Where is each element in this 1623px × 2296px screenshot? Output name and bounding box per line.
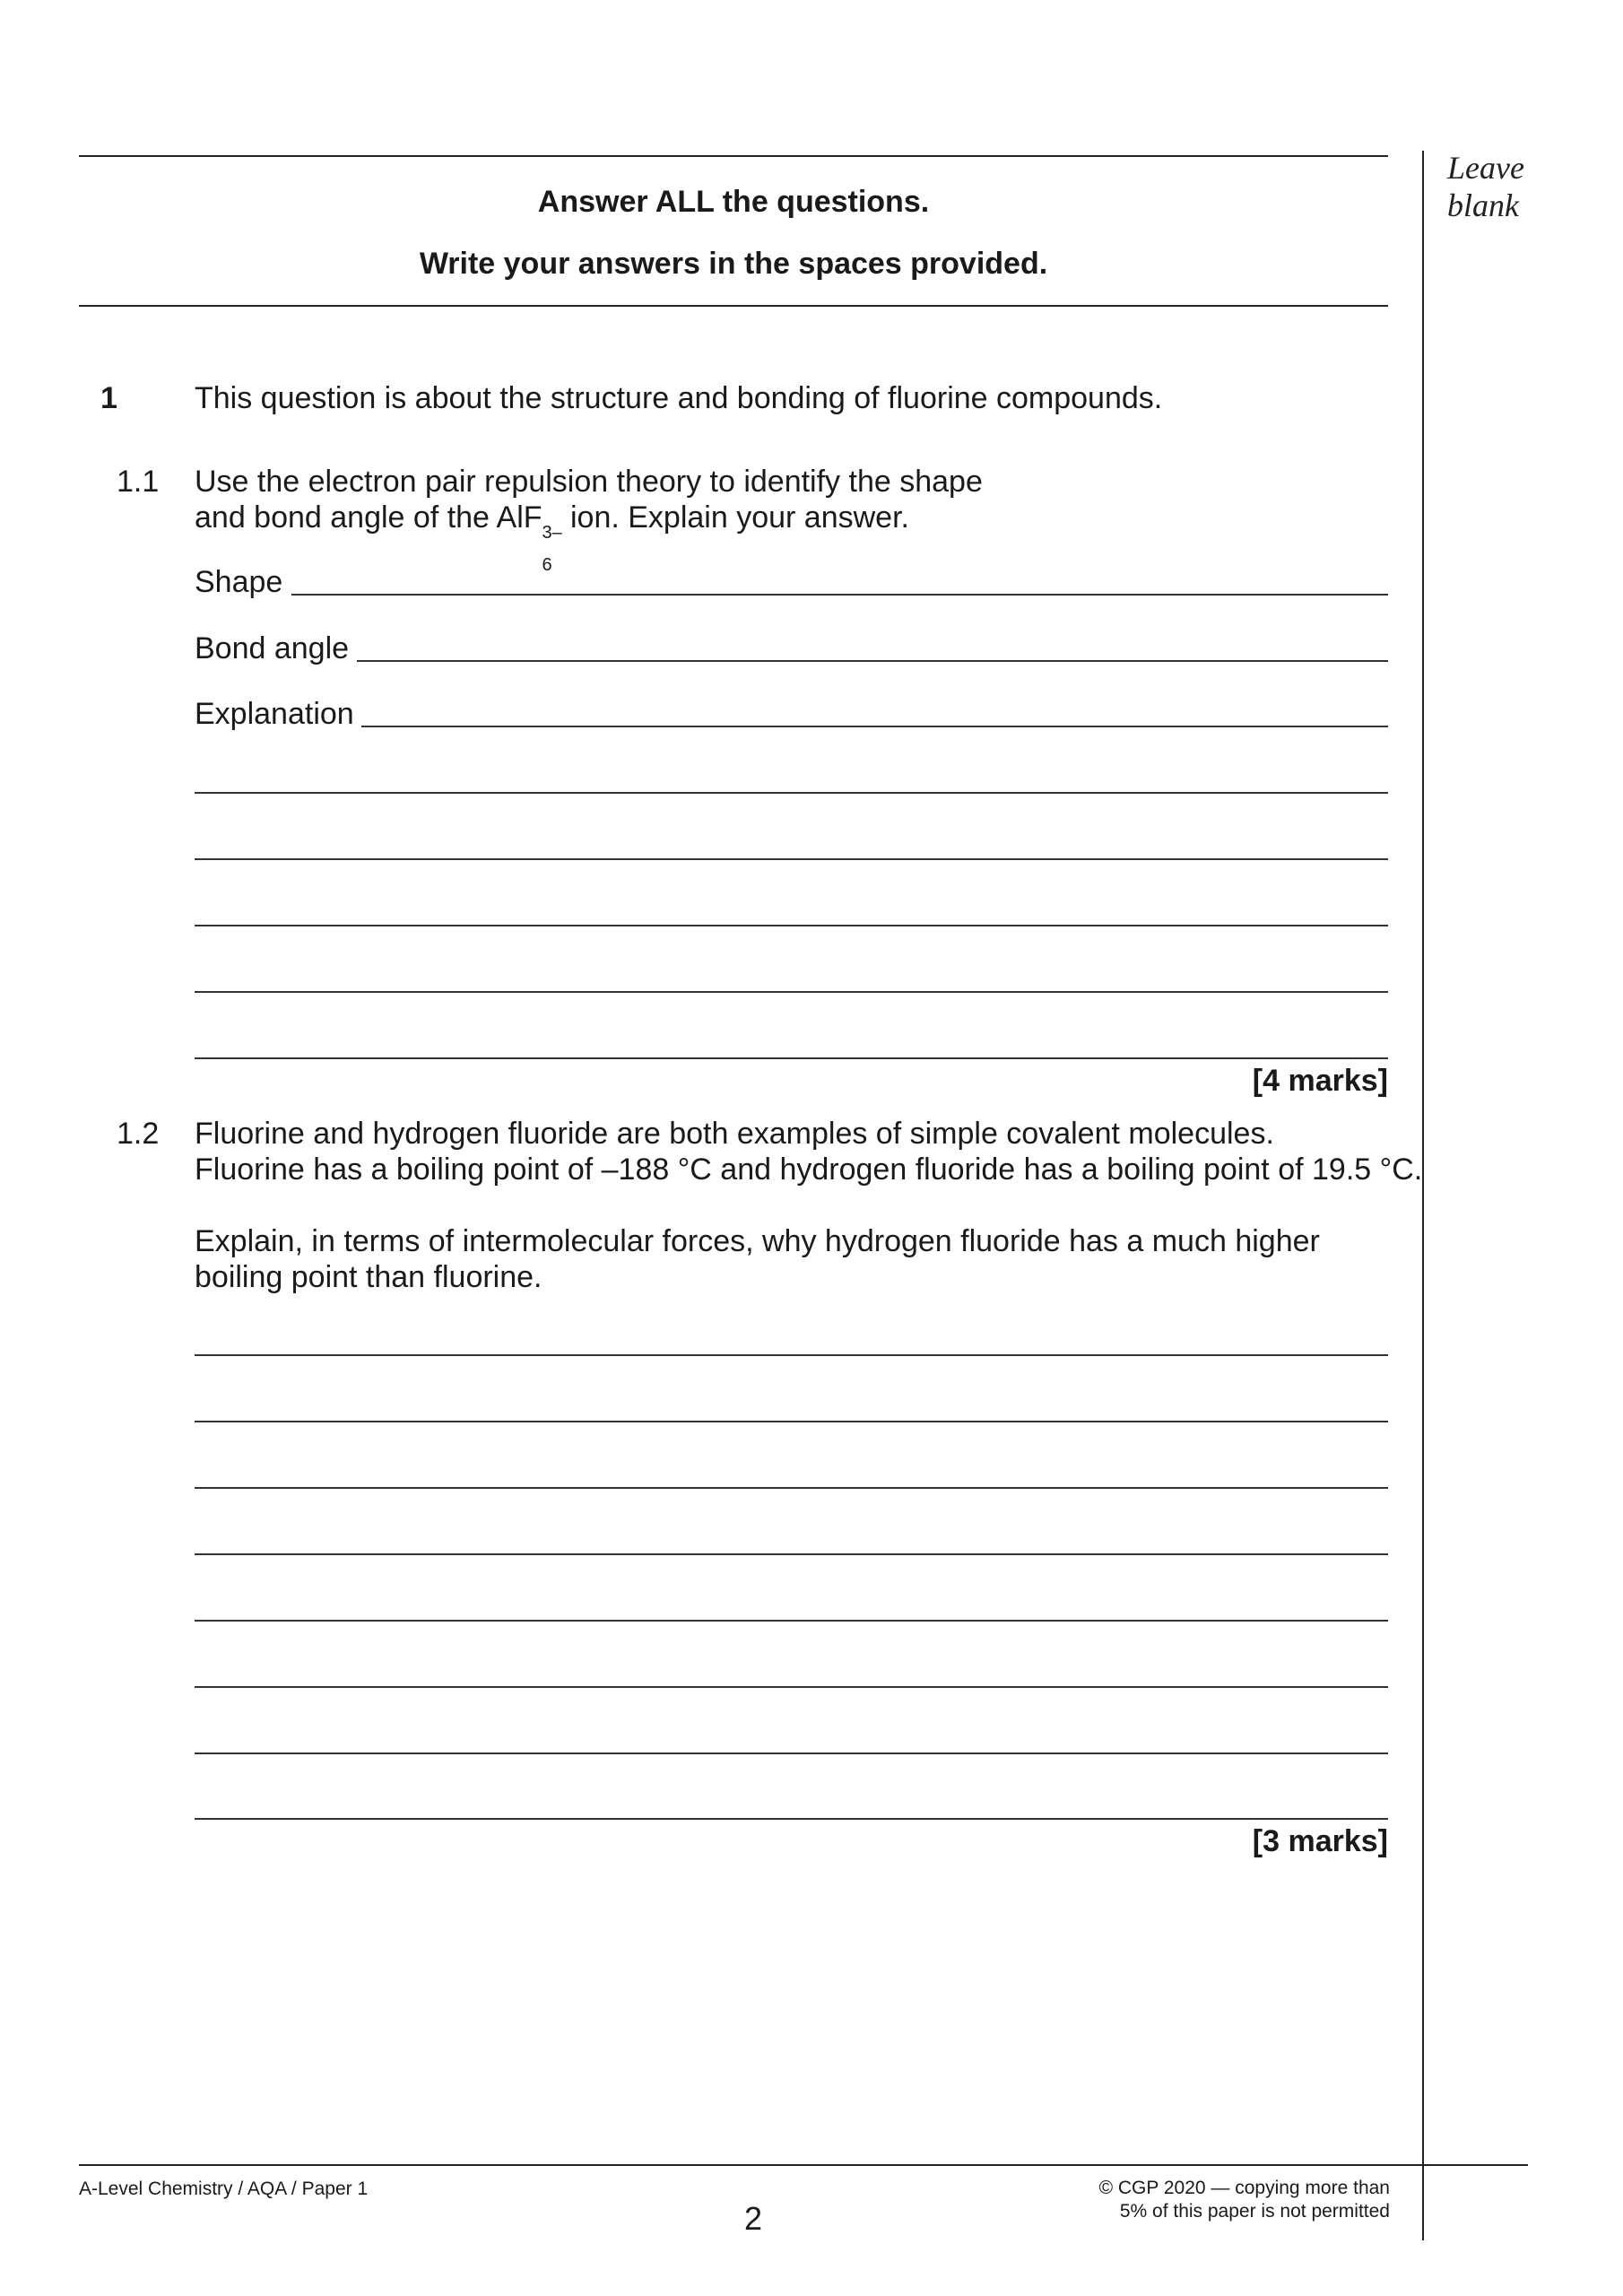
shape-label: Shape [195, 565, 283, 599]
answer-line[interactable] [195, 1686, 1388, 1688]
instruction-write-answers: Write your answers in the spaces provided. [419, 247, 1048, 281]
answer-line[interactable] [195, 1553, 1388, 1555]
instruction-answer-all: Answer ALL the questions. [537, 185, 930, 219]
explanation-answer-line[interactable] [361, 726, 1388, 727]
part-number-1-2: 1.2 [117, 1117, 160, 1151]
explanation-answer-line[interactable] [195, 792, 1388, 794]
instructions-bottom-rule [79, 305, 1388, 307]
leave-word: Leave [1447, 150, 1524, 186]
top-rule [79, 155, 1388, 157]
leave-blank-label [1447, 149, 1524, 224]
part-1-2-marks: [3 marks] [1252, 1824, 1388, 1858]
part-1-1-text-line2 [195, 500, 909, 575]
page-number: 2 [743, 2200, 763, 2237]
footer-rule [79, 2164, 1528, 2166]
part-1-2-text-line1: Fluorine and hydrogen fluoride are both examples of simple covalent molecules. [195, 1117, 1274, 1151]
explanation-answer-line[interactable] [195, 991, 1388, 993]
ion-subscript: 6 [542, 555, 552, 575]
answer-line[interactable] [195, 1487, 1388, 1489]
answer-line[interactable] [195, 1620, 1388, 1622]
shape-answer-line[interactable] [291, 594, 1388, 596]
question-number: 1 [100, 381, 117, 415]
part-1-2-text-line3: Explain, in terms of intermolecular forces, why hydrogen fluoride has a much higher [195, 1224, 1320, 1258]
line2-prefix: and bond angle of the AlF [195, 500, 542, 535]
part-1-2-text-line2: Fluorine has a boiling point of –188 °C and hydrogen fluoride has a boiling point of 19.5 °C. [195, 1152, 1423, 1187]
explanation-answer-line[interactable] [195, 925, 1388, 926]
explanation-label: Explanation [195, 697, 354, 731]
part-1-1-text-line1: Use the electron pair repulsion theory to identify the shape [195, 465, 983, 499]
question-stem: This question is about the structure and bonding of fluorine compounds. [195, 381, 1163, 415]
footer-course-label: A-Level Chemistry / AQA / Paper 1 [79, 2179, 369, 2199]
copyright-line1: © CGP 2020 — copying more than [1098, 2178, 1390, 2198]
line2-suffix: ion. Explain your answer. [561, 500, 909, 535]
explanation-answer-line[interactable] [195, 858, 1388, 860]
bond-angle-answer-line[interactable] [357, 660, 1388, 662]
part-1-1-marks: [4 marks] [1252, 1064, 1388, 1098]
answer-line[interactable] [195, 1818, 1388, 1820]
bond-angle-label: Bond angle [195, 631, 350, 665]
part-1-2-text-line4: boiling point than fluorine. [195, 1260, 542, 1294]
ion-superscript: 3– [542, 523, 562, 543]
answer-line[interactable] [195, 1752, 1388, 1754]
margin-divider [1422, 151, 1424, 2240]
blank-word: blank [1447, 187, 1519, 223]
copyright-notice [1031, 2177, 1390, 2223]
part-number-1-1: 1.1 [117, 465, 160, 499]
explanation-answer-line[interactable] [195, 1057, 1388, 1059]
answer-line[interactable] [195, 1421, 1388, 1422]
answer-line[interactable] [195, 1354, 1388, 1356]
copyright-line2: 5% of this paper is not permitted [1119, 2201, 1390, 2222]
